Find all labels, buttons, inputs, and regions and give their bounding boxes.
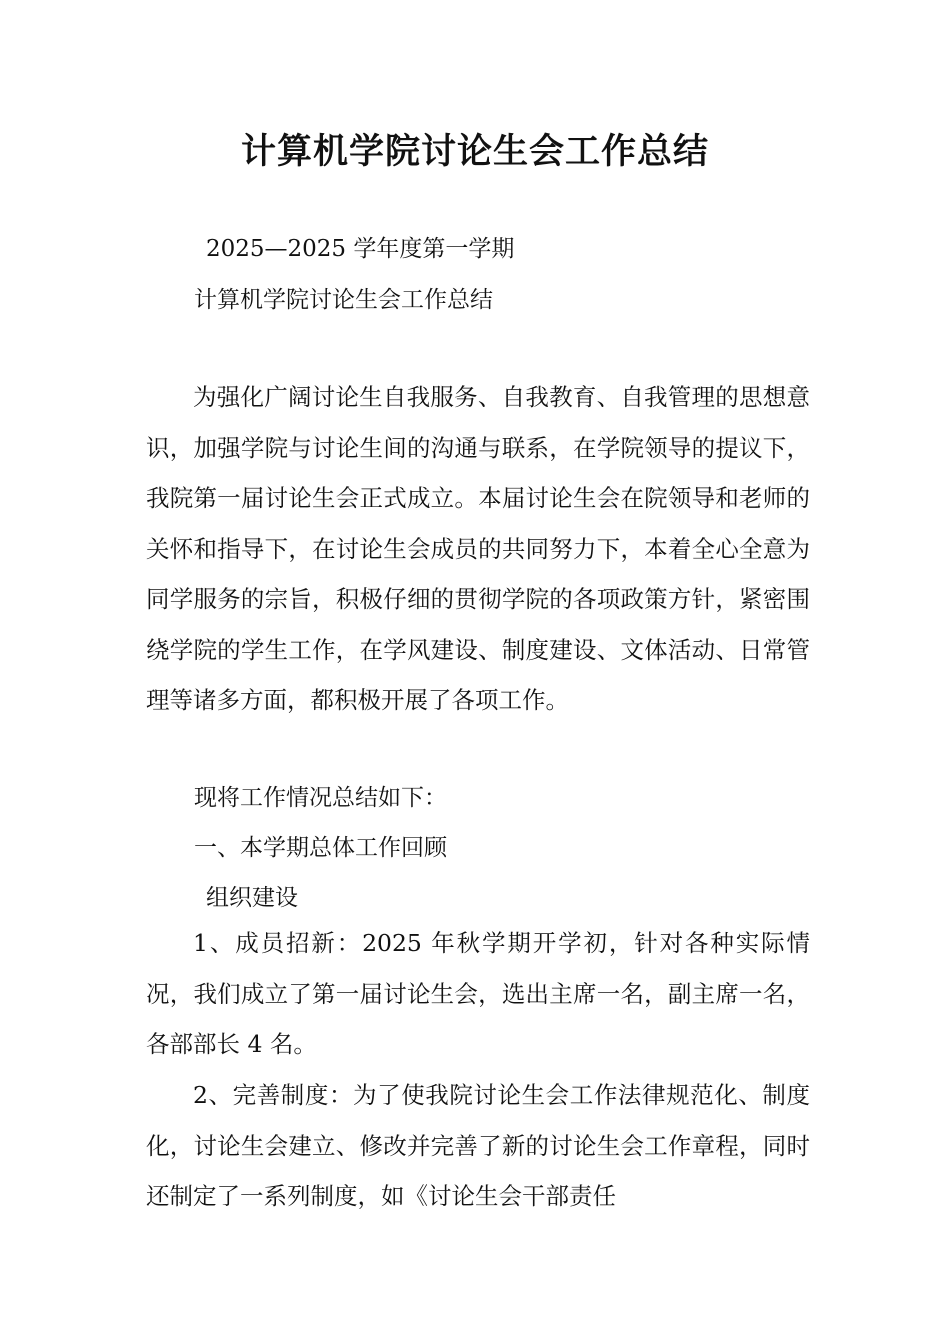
intro-paragraph: 为强化广阔讨论生自我服务、自我教育、自我管理的思想意识，加强学院与讨论生间的沟通与联系，在学院领导的提议下，我院第一届讨论生会正式成立。本届讨论生会在院领导和老师的关怀和指导下，在讨论生会成员的共同努力下，本着全心全意为同学服务的宗旨，积极仔细的贯彻学院的各项政策方针，紧密围绕学院的学生工作，在学风建设、制度建设、文体活动、日常管理等诸多方面，都积极开展了各项工作。 bbox=[146, 383, 810, 714]
item1-block bbox=[146, 918, 810, 1070]
item1-paragraph: 1、成员招新：2025 年秋学期开学初，针对各种实际情况，我们成立了第一届讨论生会，选出主席一名，副主席一名，各部部长 4 名。 bbox=[146, 929, 810, 1058]
subtitle-period: 2025—2025 学年度第一学期 bbox=[206, 236, 515, 262]
intro-paragraph-block bbox=[146, 372, 810, 726]
item2-paragraph: 2、完善制度：为了使我院讨论生会工作法律规范化、制度化，讨论生会建立、修改并完善了新的讨论生会工作章程，同时还制定了一系列制度，如《讨论生会干部责任 bbox=[146, 1081, 810, 1210]
item2-block bbox=[146, 1070, 810, 1222]
subtitle-name: 计算机学院讨论生会工作总结 bbox=[194, 287, 493, 313]
summary-intro: 现将工作情况总结如下： bbox=[194, 785, 447, 811]
subsection-heading: 组织建设 bbox=[206, 885, 298, 911]
document-title: 计算机学院讨论生会工作总结 bbox=[240, 131, 709, 172]
section-heading: 一、本学期总体工作回顾 bbox=[194, 835, 447, 861]
